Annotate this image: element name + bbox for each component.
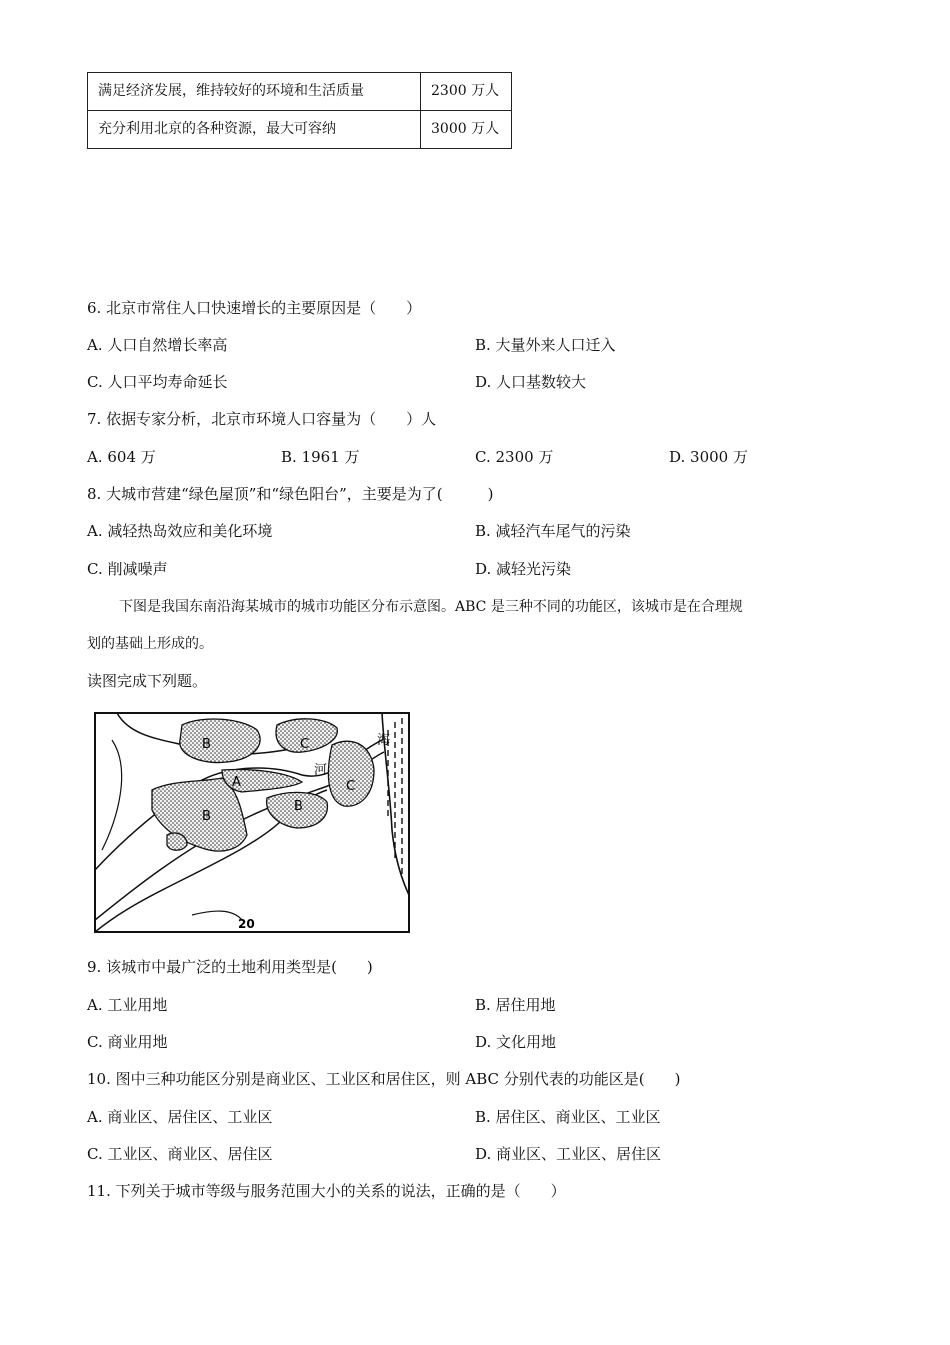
- table-cell-value: 3000 万人: [421, 111, 512, 149]
- city-function-map: [92, 710, 412, 936]
- passage-line-2: 划的基础上形成的。: [87, 636, 213, 652]
- label-b: B: [202, 737, 211, 752]
- option-10b: B. 居住区、商业区、工业区: [475, 1108, 661, 1126]
- option-10d: D. 商业区、工业区、居住区: [475, 1145, 662, 1163]
- label-a: A: [232, 775, 241, 790]
- option-9d: D. 文化用地: [475, 1033, 557, 1051]
- label-b: B: [294, 799, 303, 814]
- option-7a: A. 604 万: [87, 448, 156, 466]
- label-sea: 海: [377, 733, 391, 748]
- capacity-table: [87, 72, 512, 149]
- option-10a: A. 商业区、居住区、工业区: [87, 1108, 273, 1126]
- option-6c: C. 人口平均寿命延长: [87, 373, 228, 391]
- option-6b: B. 大量外来人口迁入: [475, 336, 616, 354]
- zone-c-right: [328, 741, 374, 806]
- option-7b: B. 1961 万: [281, 448, 360, 466]
- table-cell-desc: 满足经济发展，维持较好的环境和生活质量: [88, 73, 421, 111]
- question-11: 11. 下列关于城市等级与服务范围大小的关系的说法，正确的是（ ）: [87, 1182, 566, 1200]
- option-9c: C. 商业用地: [87, 1033, 168, 1051]
- label-c: C: [300, 737, 310, 752]
- passage-instruction: 读图完成下列题。: [87, 672, 208, 690]
- option-6d: D. 人口基数较大: [475, 373, 587, 391]
- table-row: [88, 111, 512, 149]
- option-8a: A. 减轻热岛效应和美化环境: [87, 522, 273, 540]
- question-6: 6. 北京市常住人口快速增长的主要原因是（ ）: [87, 299, 422, 317]
- table-row: [88, 73, 512, 111]
- question-8: 8. 大城市营建“绿色屋顶”和“绿色阳台”，主要是为了( ): [87, 485, 494, 503]
- table-cell-desc: 充分利用北京的各种资源，最大可容纳: [88, 111, 421, 149]
- label-c: C: [346, 779, 356, 794]
- question-7: 7. 依据专家分析，北京市环境人口容量为（ ）人: [87, 410, 437, 428]
- option-9b: B. 居住用地: [475, 996, 556, 1014]
- label-river: 河: [314, 763, 328, 778]
- table-cell-value: 2300 万人: [421, 73, 512, 111]
- label-contour: 20: [238, 917, 255, 931]
- option-8c: C. 削减噪声: [87, 560, 168, 578]
- passage-line-1: 下图是我国东南沿海某城市的城市功能区分布示意图。ABC 是三种不同的功能区，该城市是在合理规: [119, 599, 743, 615]
- option-7d: D. 3000 万: [669, 448, 748, 466]
- option-8d: D. 减轻光污染: [475, 560, 572, 578]
- option-9a: A. 工业用地: [87, 996, 168, 1014]
- option-6a: A. 人口自然增长率高: [87, 336, 228, 354]
- label-b: B: [202, 809, 211, 824]
- zone-b-top: [180, 719, 260, 763]
- question-10: 10. 图中三种功能区分别是商业区、工业区和居住区，则 ABC 分别代表的功能区是( ): [87, 1070, 681, 1088]
- option-7c: C. 2300 万: [475, 448, 554, 466]
- question-9: 9. 该城市中最广泛的土地利用类型是( ): [87, 958, 373, 976]
- option-8b: B. 减轻汽车尾气的污染: [475, 522, 631, 540]
- option-10c: C. 工业区、商业区、居住区: [87, 1145, 273, 1163]
